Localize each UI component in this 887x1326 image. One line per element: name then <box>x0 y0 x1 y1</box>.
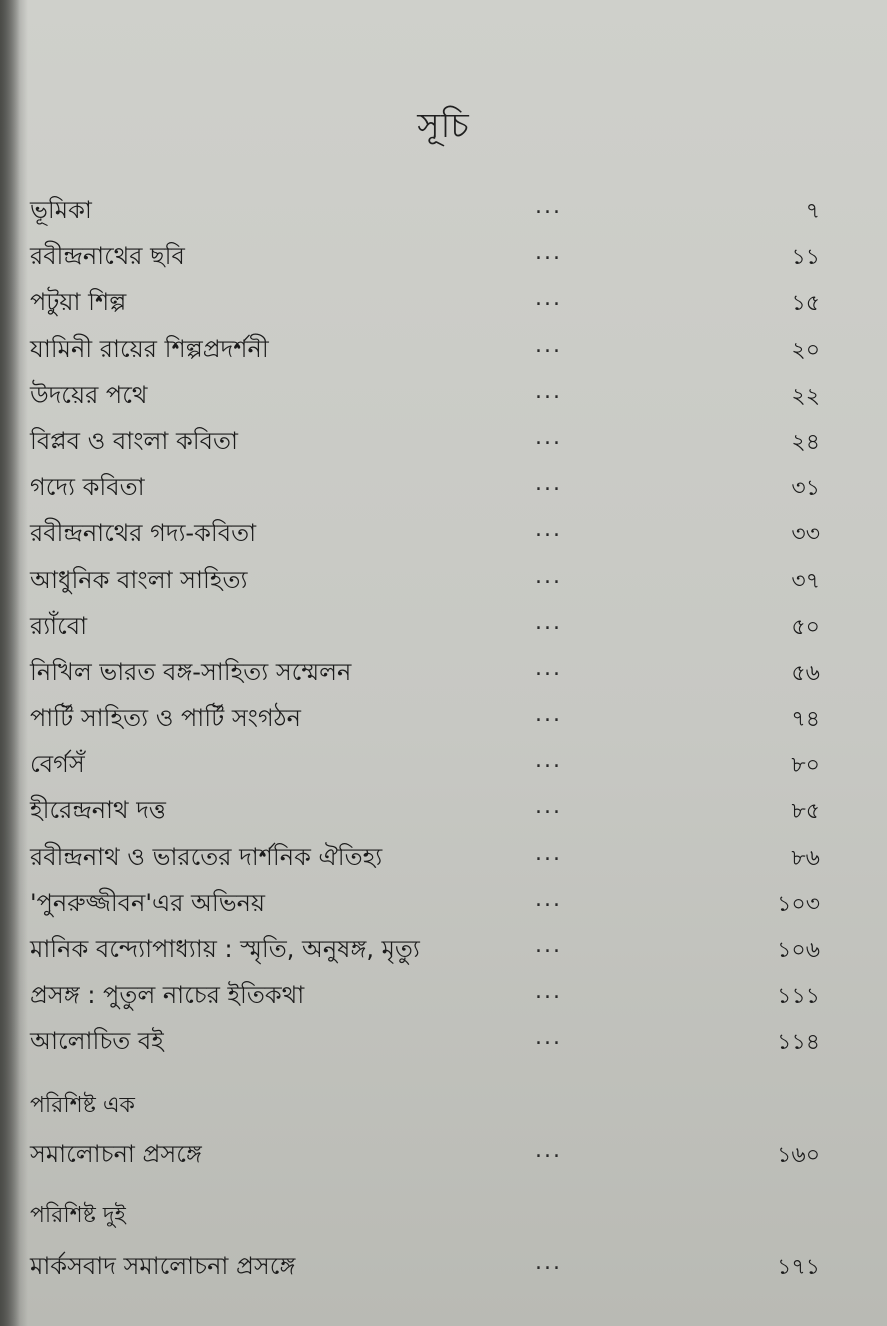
spine-shadow <box>0 0 20 1326</box>
toc-entry <box>30 694 820 740</box>
toc-entry <box>30 232 820 278</box>
entry-label: র‍্যাঁবো <box>30 611 88 640</box>
entry-label: ভূমিকা <box>30 196 92 224</box>
toc-entry <box>30 325 820 371</box>
leader-dots: ... <box>535 517 562 543</box>
entry-label: গদ্যে কবিতা <box>30 473 145 502</box>
leader-dots: ... <box>535 286 562 312</box>
toc-entry <box>30 648 820 694</box>
entry-page-number: ৮০ <box>791 753 820 779</box>
toc-entry <box>30 925 820 971</box>
entry-label: রবীন্দ্রনাথের গদ্য-কবিতা <box>30 519 257 548</box>
entry-page-number: ৮৫ <box>791 799 820 825</box>
entry-page-number: ২৪ <box>791 429 820 455</box>
toc-entry <box>30 371 820 417</box>
entry-label: সমালোচনা প্রসঙ্গে <box>30 1140 202 1168</box>
entry-page-number: ৩১ <box>791 476 820 502</box>
entry-page-number: ২২ <box>791 383 820 409</box>
leader-dots: ... <box>535 424 562 450</box>
toc-entry <box>30 186 820 232</box>
entry-label: পার্টি সাহিত্য ও পার্টি সংগঠন <box>30 704 301 733</box>
toc-entry <box>30 417 820 463</box>
entry-page-number: ৩৩ <box>791 522 820 548</box>
leader-dots: ... <box>535 563 562 589</box>
entry-page-number: ১০৬ <box>777 938 820 963</box>
entry-page-number: ১১৪ <box>777 1030 820 1056</box>
appendix-two-heading: পরিশিষ্ট দুই <box>30 1203 126 1228</box>
entry-page-number: ১০৩ <box>777 891 820 917</box>
entry-page-number: ৫৬ <box>791 660 820 686</box>
leader-dots: ... <box>535 332 562 358</box>
entry-page-number: ১১১ <box>777 984 820 1010</box>
entry-page-number: ২০ <box>791 337 820 363</box>
toc-entry <box>30 556 820 602</box>
leader-dots: ... <box>535 471 562 497</box>
entry-page-number: ১৫ <box>791 291 820 317</box>
toc-entry <box>30 602 820 648</box>
leader-dots: ... <box>535 702 562 728</box>
entry-label: রবীন্দ্রনাথ ও ভারতের দার্শনিক ঐতিহ্য <box>30 842 383 871</box>
entry-label: পটুয়া শিল্প <box>30 288 127 317</box>
entry-page-number: ১১ <box>791 245 820 271</box>
entry-label: উদয়ের পথে <box>30 380 148 409</box>
leader-dots: ... <box>535 655 562 681</box>
entry-label: 'পুনরুজ্জীবন'এর অভিনয় <box>30 888 266 917</box>
entry-label: আধুনিক বাংলা সাহিত্য <box>30 565 248 594</box>
toc-entry <box>30 463 820 509</box>
leader-dots: ... <box>535 979 562 1005</box>
leader-dots: ... <box>535 194 562 219</box>
entry-label: প্রসঙ্গ : পুতুল নাচের ইতিকথা <box>30 981 305 1010</box>
table-of-contents <box>30 186 820 1064</box>
entry-page-number: ১৬০ <box>777 1143 820 1168</box>
entry-page-number: ৩৭ <box>791 568 820 594</box>
entry-page-number: ৭৪ <box>791 707 820 733</box>
leader-dots: ... <box>535 378 562 404</box>
entry-label: বের্গসঁ <box>30 750 85 779</box>
appendix-one-entry <box>30 1136 820 1176</box>
entry-label: বিপ্লব ও বাংলা কবিতা <box>30 426 238 455</box>
leader-dots: ... <box>535 794 562 820</box>
leader-dots: ... <box>535 1025 562 1051</box>
toc-entry <box>30 1017 820 1063</box>
toc-entry <box>30 740 820 786</box>
entry-page-number: ৫০ <box>791 614 820 640</box>
leader-dots: ... <box>535 1138 562 1163</box>
leader-dots: ... <box>535 886 562 912</box>
toc-entry <box>30 879 820 925</box>
leader-dots: ... <box>535 933 562 958</box>
entry-page-number: ৮৬ <box>791 845 820 871</box>
toc-entry <box>30 971 820 1017</box>
leader-dots: ... <box>535 240 562 266</box>
toc-entry <box>30 509 820 555</box>
appendix-two-entry <box>30 1248 820 1288</box>
leader-dots: ... <box>535 748 562 774</box>
toc-entry <box>30 833 820 879</box>
leader-dots: ... <box>535 609 562 635</box>
entry-page-number: ১৭১ <box>777 1255 820 1280</box>
entry-label: মার্কসবাদ সমালোচনা প্রসঙ্গে <box>30 1252 296 1280</box>
page-title: সূচি <box>417 106 470 146</box>
entry-page-number: ৭ <box>805 199 820 224</box>
entry-label: হীরেন্দ্রনাথ দত্ত <box>30 796 166 825</box>
entry-label: আলোচিত বই <box>30 1027 164 1056</box>
entry-label: মানিক বন্দ্যোপাধ্যায় : স্মৃতি, অনুষঙ্গ, মৃত্যু <box>30 935 420 963</box>
leader-dots: ... <box>535 840 562 866</box>
entry-label: যামিনী রায়ের শিল্পপ্রদর্শনী <box>30 334 269 363</box>
toc-entry <box>30 278 820 324</box>
entry-label: নিখিল ভারত বঙ্গ-সাহিত্য সম্মেলন <box>30 657 352 686</box>
entry-label: রবীন্দ্রনাথের ছবি <box>30 242 185 271</box>
appendix-one-heading: পরিশিষ্ট এক <box>30 1093 135 1118</box>
leader-dots: ... <box>535 1250 562 1275</box>
toc-entry <box>30 786 820 832</box>
